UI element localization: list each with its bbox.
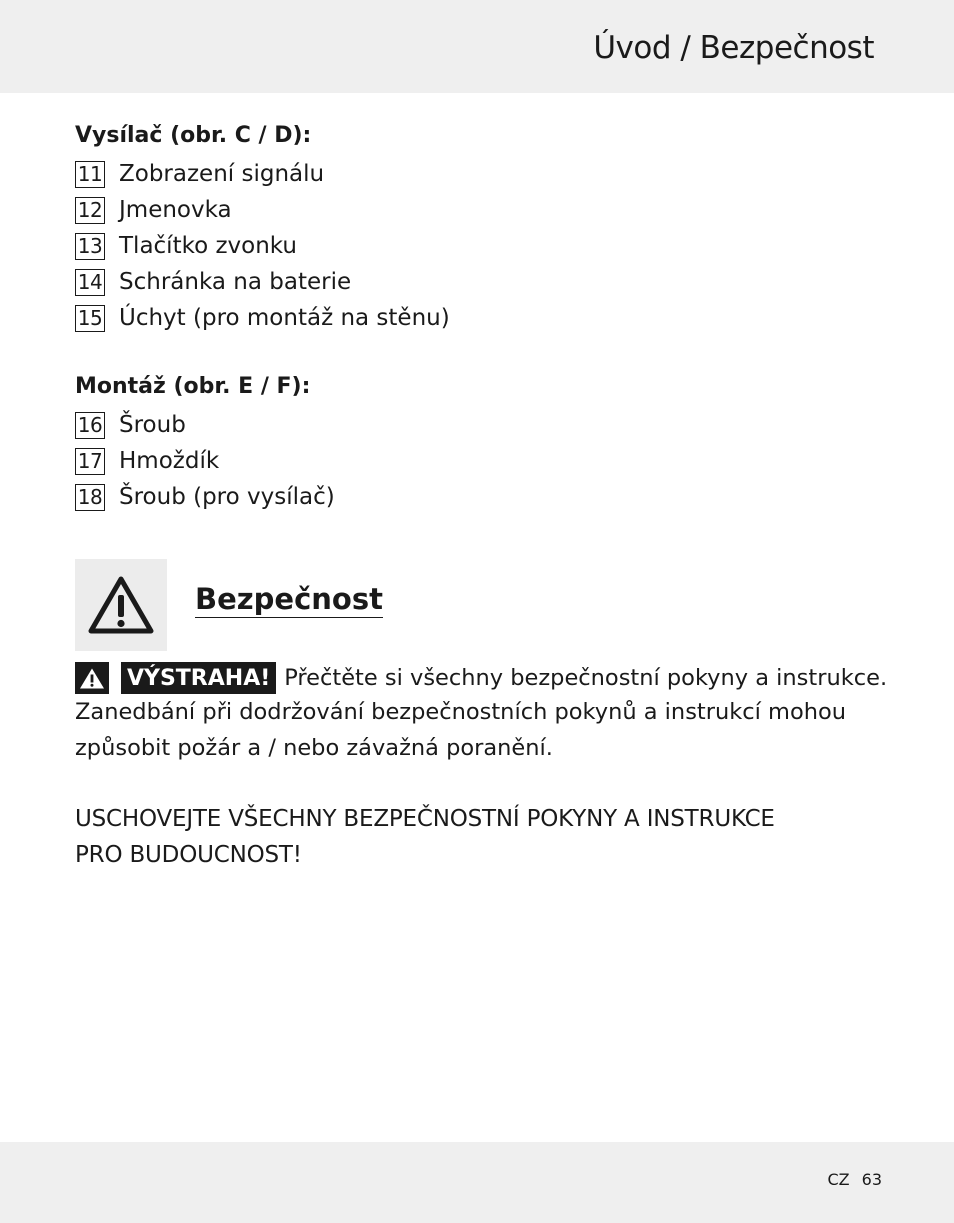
item-number: 14 [75,269,105,296]
list-item [75,267,351,297]
list-item [75,446,219,476]
mounting-heading: Montáž (obr. E / F): [75,374,311,399]
list-item [75,482,335,512]
warning-badge [75,662,109,694]
item-number: 16 [75,412,105,439]
warning-text: Přečtěte si všechny bezpečnostní pokyny a instrukce. [284,665,888,691]
warning-triangle-icon [87,575,155,635]
list-item [75,231,297,261]
safety-icon-box [75,559,167,651]
item-number: 11 [75,161,105,188]
list-item [75,159,324,189]
item-label: Tlačítko zvonku [119,233,297,259]
item-label: Úchyt (pro montáž na stěnu) [119,305,450,331]
warning-text: Zanedbání při dodržování bezpečnostních pokynů a instrukcí mohou [75,699,847,725]
transmitter-heading: Vysílač (obr. C / D): [75,123,312,148]
page-header [0,0,954,93]
item-label: Šroub (pro vysílač) [119,484,335,510]
keep-instructions-text: USCHOVEJTE VŠECHNY BEZPEČNOSTNÍ POKYNY A INSTRUKCE [75,806,775,832]
item-number: 15 [75,305,105,332]
item-label: Schránka na baterie [119,269,352,295]
keep-instructions-text: PRO BUDOUCNOST! [75,842,302,868]
language-code: CZ [827,1170,850,1189]
page-number: 63 [861,1170,882,1189]
item-number: 12 [75,197,105,224]
warning-label: VÝSTRAHA! [121,662,276,694]
safety-title: Bezpečnost [195,582,383,616]
item-label: Jmenovka [119,197,232,223]
list-item [75,195,232,225]
item-number: 13 [75,233,105,260]
warning-line [75,660,887,696]
page-footer [0,1142,954,1223]
list-item [75,410,186,440]
warning-text: způsobit požár a / nebo závažná poranění. [75,735,553,761]
item-number: 18 [75,484,105,511]
item-label: Šroub [119,412,186,438]
warning-triangle-icon [79,667,105,690]
item-number: 17 [75,448,105,475]
page-number-label [828,1170,883,1189]
item-label: Zobrazení signálu [119,161,325,187]
page-title: Úvod / Bezpečnost [593,30,874,66]
item-label: Hmoždík [119,448,220,474]
list-item [75,303,450,333]
